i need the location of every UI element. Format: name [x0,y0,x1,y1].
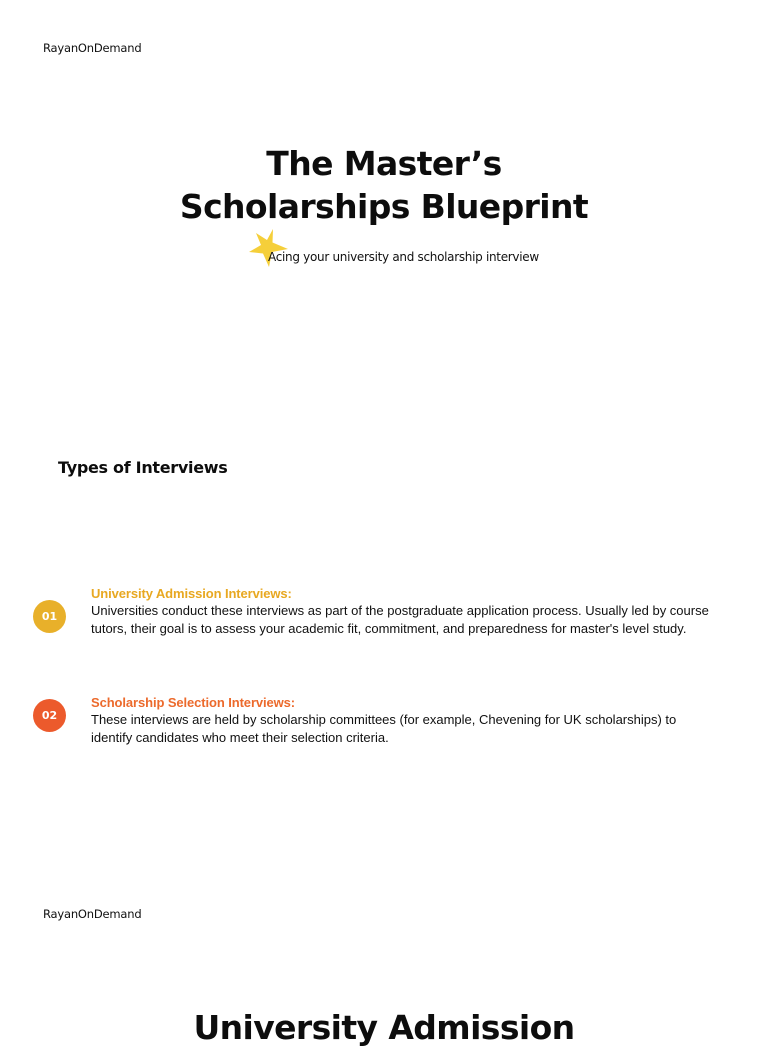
item-title: Scholarship Selection Interviews: [91,695,296,710]
brand-name: RayanOnDemand [43,907,142,921]
section-heading: Types of Interviews [58,458,228,477]
brand-name: RayanOnDemand [43,41,142,55]
page-title-line-1: The Master’s [266,144,502,183]
item-title: University Admission Interviews: [91,586,292,601]
item-description: Universities conduct these interviews as part of the postgraduate application process. Usually led by course tutors, their goal is to assess your academic fit, commitment, and preparedness for master's level study. [91,603,709,636]
number-badge: 01 [33,600,66,633]
number-badge: 02 [33,699,66,732]
page-title [0,142,768,228]
page-title-line-2: Scholarships Blueprint [179,187,589,226]
next-page-title: University Admission [193,1008,575,1047]
page-subtitle: Acing your university and scholarship interview [268,250,539,264]
item-description: These interviews are held by scholarship committees (for example, Chevening for UK scholarships) to identify candidates who meet their selection criteria. [91,712,677,745]
